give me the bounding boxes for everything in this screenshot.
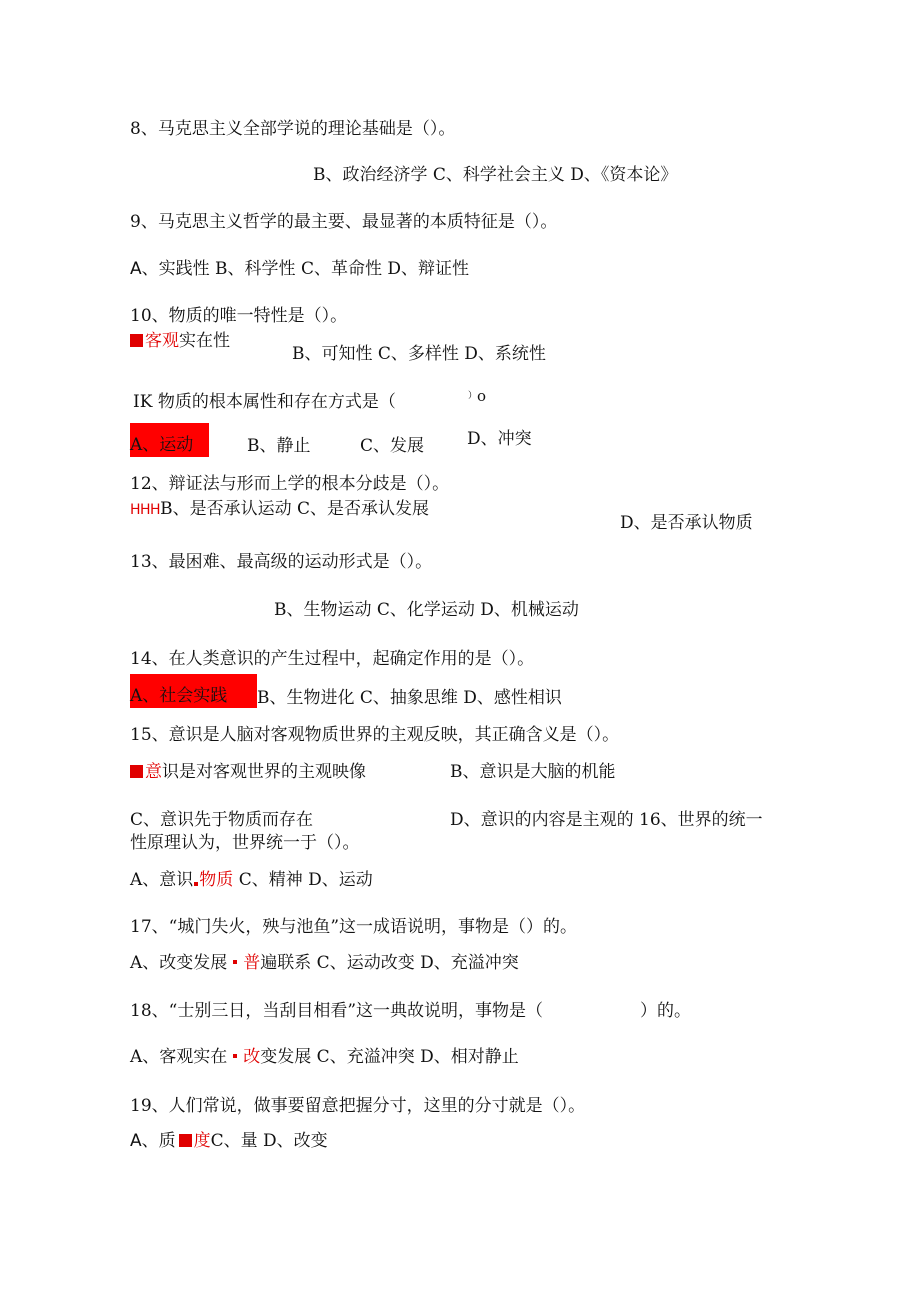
q12-options-line [130, 499, 429, 520]
q16-answer: 物质 [199, 870, 234, 890]
q15-option-c: C、意识先于物质而存在 [130, 810, 314, 830]
q10-answer-rest: 实在性 [179, 331, 230, 351]
q14-answer: A、社会实践 [130, 674, 257, 708]
q15-option-b: B、意识是大脑的机能 [450, 762, 616, 782]
answer-marker-icon [233, 960, 237, 964]
q11-option-c: C、发展 [360, 436, 425, 456]
q14-options: B、生物进化 C、抽象思维 D、感性相识 [257, 688, 562, 708]
q19-option-a-letter: A [130, 1131, 142, 1151]
answer-marker-icon [233, 1054, 237, 1058]
q18-close: ）的。 [640, 1001, 691, 1021]
q8-options: B、政治经济学 C、科学社会主义 D、《资本论》 [313, 165, 678, 185]
q12-option-d: D、是否承认物质 [620, 513, 753, 533]
q16-question-cont: 性原理认为，世界统一于（）。 [130, 833, 360, 853]
q12-options: B、是否承认运动 C、是否承认发展 [160, 499, 429, 519]
q19-options-line [130, 1131, 328, 1151]
q15-answer-rest: 识是对客观世界的主观映像 [162, 762, 366, 782]
q18-options: 变发展 C、充溢冲突 D、相对静止 [260, 1047, 519, 1067]
q19-option-a-rest: 、质 [141, 1131, 176, 1151]
q12-question: 12、辩证法与形而上学的根本分歧是（）。 [130, 474, 450, 494]
q16-options: C、精神 D、运动 [238, 870, 373, 890]
q11-close: ）o [468, 387, 487, 405]
q12-answer: HHH [130, 502, 161, 518]
q17-options-line [130, 953, 519, 973]
q8-question: 8、马克思主义全部学说的理论基础是（）。 [130, 119, 456, 139]
q9-option-a-letter: A [130, 259, 142, 279]
q17-question: 17、“城门失火，殃与池鱼”这一成语说明，事物是（）的。 [130, 917, 578, 937]
q19-answer: 度 [193, 1131, 211, 1151]
q11-option-d: D、冲突 [467, 429, 532, 449]
q9-question: 9、马克思主义哲学的最主要、最显著的本质特征是（）。 [130, 212, 558, 232]
q9-options: 、实践性 B、科学性 C、革命性 D、辩证性 [141, 259, 469, 279]
q18-answer: 改 [243, 1047, 261, 1067]
q17-answer: 普 [243, 953, 261, 973]
q13-options: B、生物运动 C、化学运动 D、机械运动 [274, 600, 579, 620]
q13-question: 13、最困难、最高级的运动形式是（）。 [130, 552, 433, 572]
q17-options: 遍联系 C、运动改变 D、充溢冲突 [260, 953, 519, 973]
q10-answer-line [130, 331, 230, 351]
q15-option-d: D、意识的内容是主观的 16、世界的统一 [450, 810, 763, 830]
q19-question: 19、人们常说，做事要留意把握分寸，这里的分寸就是（）。 [130, 1096, 586, 1116]
answer-marker-icon [179, 1134, 192, 1147]
q11-answer: A、运动 [130, 423, 209, 457]
q16-options-line [130, 870, 373, 890]
q18-options-line [130, 1047, 519, 1067]
q15-question: 15、意识是人脑对客观物质世界的主观反映，其正确含义是（）。 [130, 725, 620, 745]
q16-option-a: A、意识 [130, 870, 194, 890]
q11-option-b: B、静止 [247, 436, 311, 456]
q15-answer-line [130, 762, 366, 782]
answer-marker-icon [130, 765, 143, 778]
q10-answer: 客观 [145, 331, 179, 351]
answer-marker-icon [130, 334, 143, 347]
q11-question: IK 物质的根本属性和存在方式是（ [133, 392, 396, 412]
q14-question: 14、在人类意识的产生过程中，起确定作用的是（）。 [130, 649, 535, 669]
q18-question: 18、“士别三日，当刮目相看”这一典故说明，事物是（ [130, 1001, 544, 1021]
q17-option-a: A、改变发展 [130, 953, 228, 973]
q10-question: 10、物质的唯一特性是（）。 [130, 306, 348, 326]
q19-options: C、量 D、改变 [210, 1131, 328, 1151]
answer-marker-icon [194, 882, 198, 886]
q9-options-line [130, 259, 469, 279]
q18-option-a: A、客观实在 [130, 1047, 228, 1067]
q15-answer: 意 [145, 762, 162, 782]
q10-options: B、可知性 C、多样性 D、系统性 [292, 344, 546, 364]
